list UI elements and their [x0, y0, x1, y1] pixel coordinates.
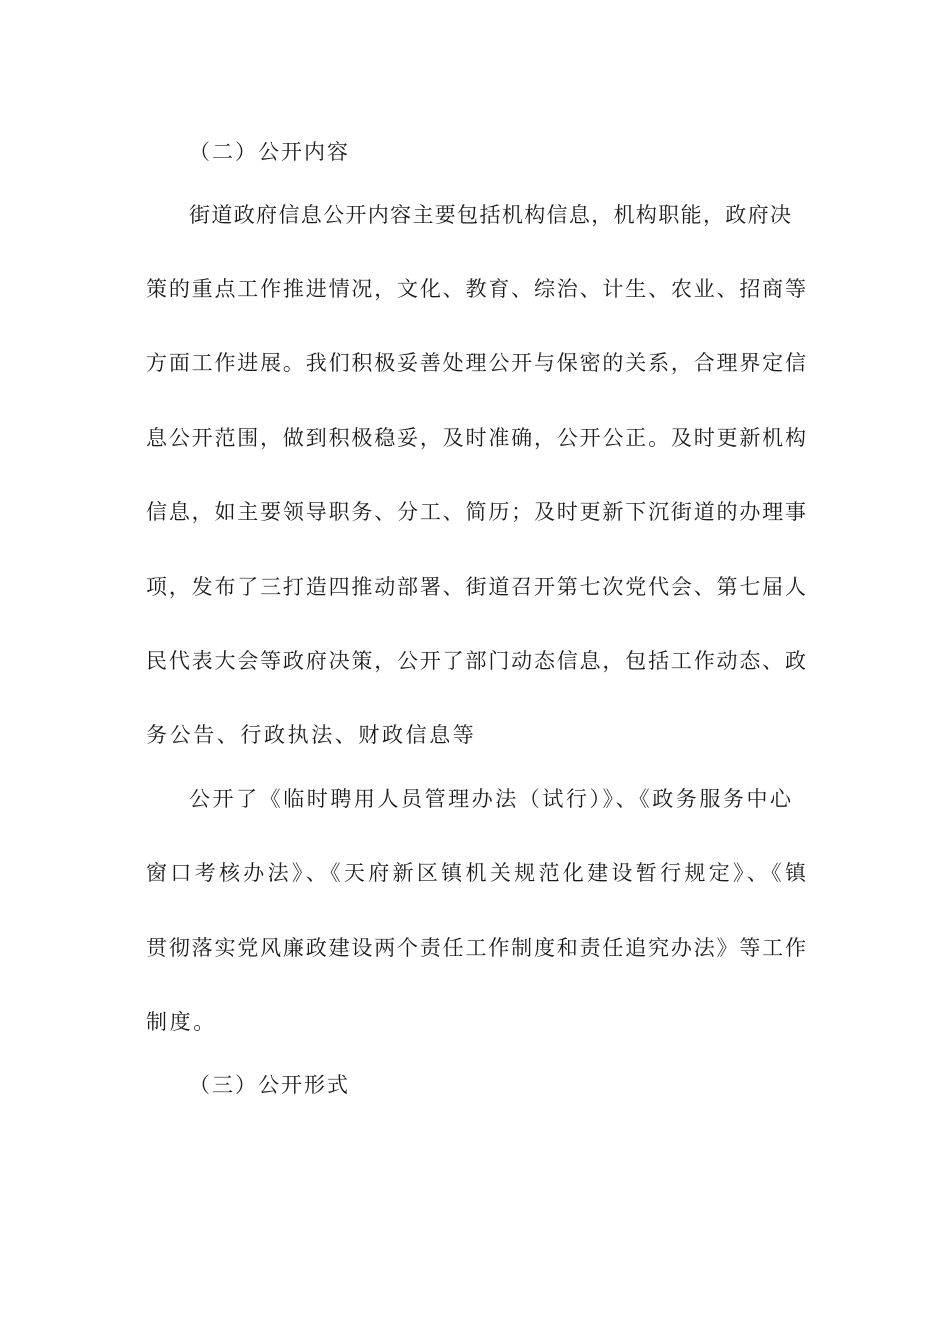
paragraph-line-last: 制度。 — [146, 1010, 217, 1034]
paragraph-line-last: 务公告、行政执法、财政信息等 — [146, 723, 477, 747]
paragraph-line: 公开了《临时聘用人员管理办法（试行）》、《政务服务中心 — [189, 787, 791, 811]
paragraph-line: 街道政府信息公开内容主要包括机构信息，机构职能，政府决 — [189, 203, 791, 227]
paragraph-line: 信息，如主要领导职务、分工、简历；及时更新下沉街道的办理事 — [146, 500, 806, 524]
section-heading-form: （三）公开形式 — [189, 1073, 350, 1097]
paragraph-line: 贯彻落实党风廉政建设两个责任工作制度和责任追究办法》等工作 — [146, 936, 806, 960]
paragraph-line: 民代表大会等政府决策，公开了部门动态信息，包括工作动态、政 — [146, 649, 806, 673]
paragraph-line: 方面工作进展。我们积极妥善处理公开与保密的关系，合理界定信 — [146, 351, 806, 375]
paragraph-line: 息公开范围，做到积极稳妥，及时准确，公开公正。及时更新机构 — [146, 426, 806, 450]
paragraph-line: 项，发布了三打造四推动部署、街道召开第七次党代会、第七届人 — [146, 575, 806, 599]
section-heading-content: （二）公开内容 — [189, 140, 350, 164]
paragraph-line: 策的重点工作推进情况，文化、教育、综治、计生、农业、招商等 — [146, 277, 806, 301]
paragraph-line: 窗口考核办法》、《天府新区镇机关规范化建设暂行规定》、《镇 — [146, 861, 806, 885]
